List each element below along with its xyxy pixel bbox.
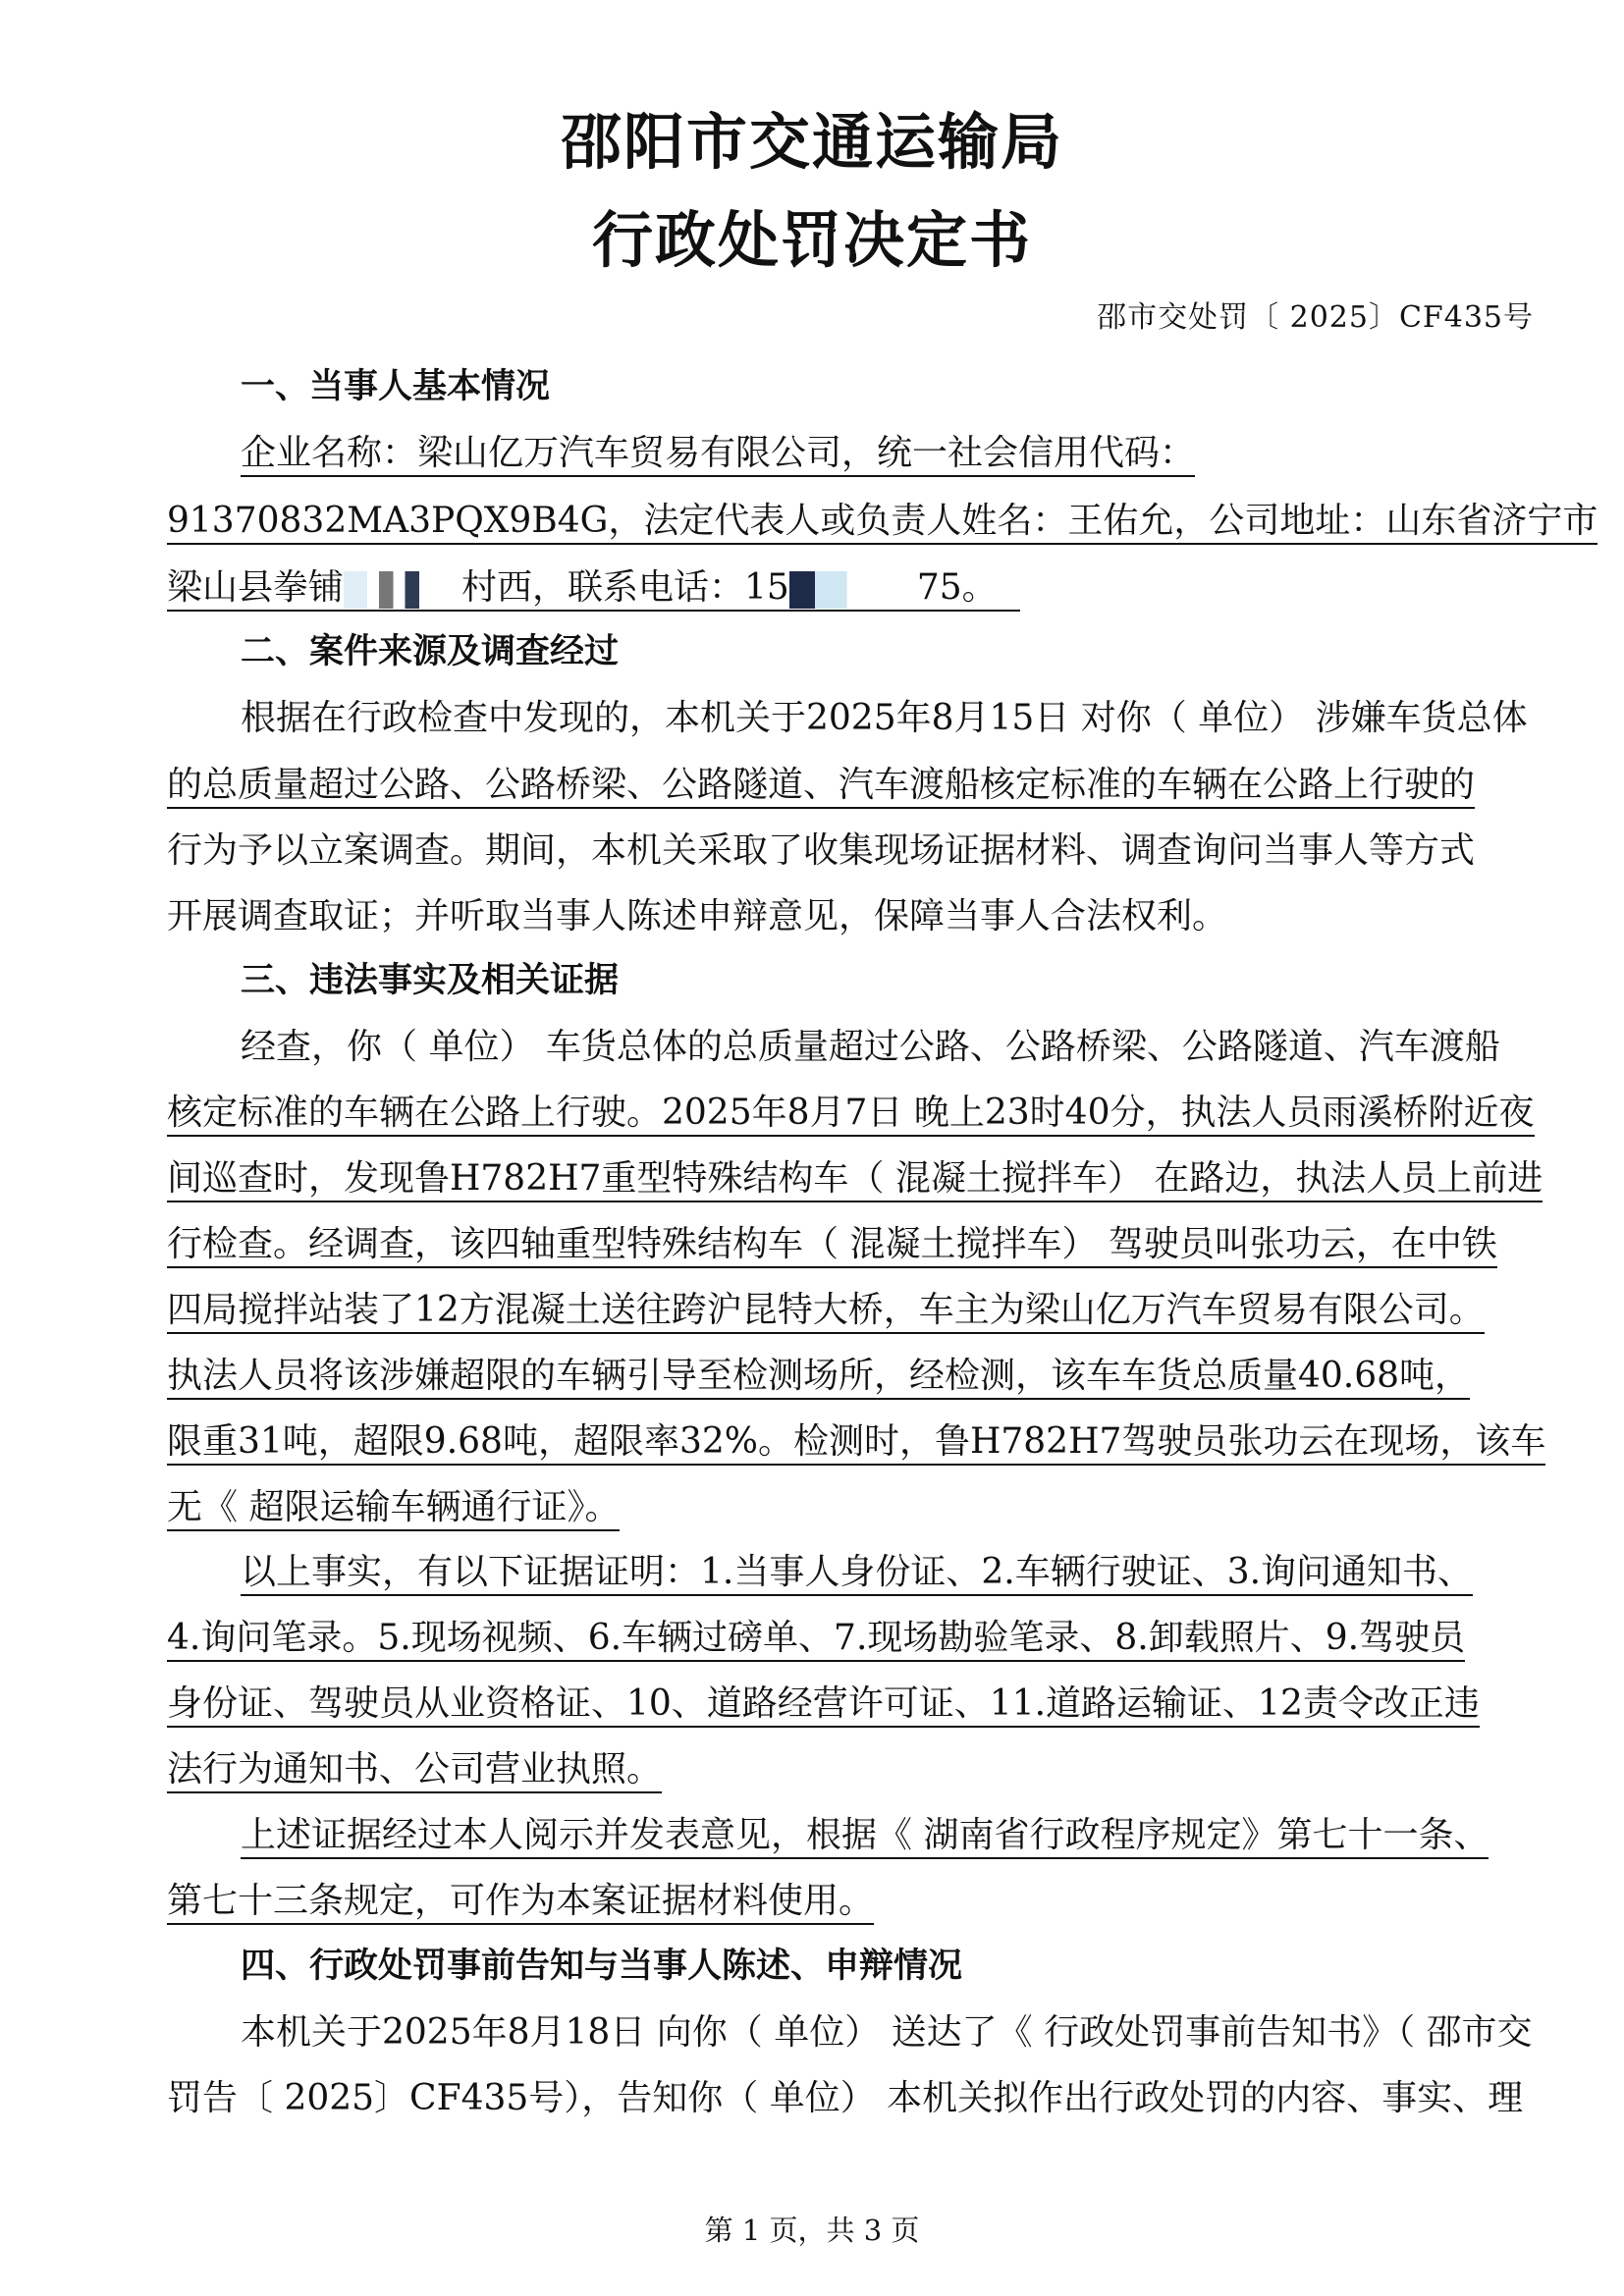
notice-line-2: 罚告〔 2025〕CF435号），告知你（ 单位） 本机关拟作出行政处罚的内容、事实、理 bbox=[167, 2078, 1524, 2118]
document-title: 行政处罚决定书 bbox=[591, 204, 1032, 276]
party-line-3: 梁山县拳铺 村西，联系电话：15 75。 bbox=[167, 564, 1542, 612]
source-line-3: 行为予以立案调查。期间，本机关采取了收集现场证据材料、调查询问当事人等方式 bbox=[167, 830, 1476, 871]
evidence-basis-line-1: 上述证据经过本人阅示并发表意见，根据《 湖南省行政程序规定》第七十一条、 bbox=[241, 1812, 1615, 1859]
evidence-basis-line-2: 第七十三条规定，可作为本案证据材料使用。 bbox=[167, 1878, 1542, 1925]
redaction-block bbox=[789, 571, 917, 609]
facts-line-8: 无《 超限运输车辆通行证》。 bbox=[167, 1484, 1542, 1531]
party-line-1: 企业名称：梁山亿万汽车贸易有限公司，统一社会信用代码： bbox=[241, 430, 1615, 477]
page-footer: 第 1 页，共 3 页 bbox=[704, 2214, 920, 2247]
section3-heading: 三、违法事实及相关证据 bbox=[241, 961, 620, 1000]
evidence-line-4: 法行为通知书、公司营业执照。 bbox=[167, 1746, 1542, 1793]
facts-line-6: 执法人员将该涉嫌超限的车辆引导至检测场所，经检测，该车车货总质量40.68吨， bbox=[167, 1353, 1542, 1400]
redaction-block bbox=[344, 571, 461, 609]
source-line-1: 根据在行政检查中发现的，本机关于2025年8月15日 对你（ 单位） 涉嫌车货总体 bbox=[241, 698, 1528, 738]
facts-line-4: 行检查。经调查，该四轴重型特殊结构车（ 混凝土搅拌车） 驾驶员叫张功云，在中铁 bbox=[167, 1221, 1542, 1268]
facts-line-1: 经查，你（ 单位） 车货总体的总质量超过公路、公路桥梁、公路隧道、汽车渡船 bbox=[241, 1027, 1500, 1067]
facts-line-7: 限重31吨，超限9.68吨，超限率32%。检测时，鲁H782H7驾驶员张功云在现场，该车 bbox=[167, 1418, 1542, 1466]
evidence-line-2: 4.询问笔录。5.现场视频、6.车辆过磅单、7.现场勘验笔录、8.卸载照片、9.驾驶员 bbox=[167, 1615, 1542, 1662]
facts-line-2: 核定标准的车辆在公路上行驶。2025年8月7日 晚上23时40分，执法人员雨溪桥附近夜 bbox=[167, 1090, 1542, 1137]
document-number: 邵市交处罚〔 2025〕CF435号 bbox=[1097, 300, 1534, 335]
evidence-line-1: 以上事实，有以下证据证明：1.当事人身份证、2.车辆行驶证、3.询问通知书、 bbox=[241, 1549, 1615, 1596]
party-line-2: 91370832MA3PQX9B4G，法定代表人或负责人姓名：王佑允，公司地址：山东省济宁市 bbox=[167, 498, 1542, 545]
section1-heading: 一、当事人基本情况 bbox=[241, 367, 551, 406]
section4-heading: 四、行政处罚事前告知与当事人陈述、申辩情况 bbox=[241, 1947, 963, 1986]
notice-line-1: 本机关于2025年8月18日 向你（ 单位） 送达了《 行政处罚事前告知书》（ 邵市交 bbox=[241, 2012, 1533, 2053]
source-line-2: 的总质量超过公路、公路桥梁、公路隧道、汽车渡船核定标准的车辆在公路上行驶的 bbox=[167, 762, 1542, 809]
facts-line-3: 间巡查时，发现鲁H782H7重型特殊结构车（ 混凝土搅拌车） 在路边，执法人员上前进 bbox=[167, 1155, 1542, 1202]
evidence-line-3: 身份证、驾驶员从业资格证、10、道路经营许可证、11.道路运输证、12责令改正违 bbox=[167, 1681, 1542, 1728]
section2-heading: 二、案件来源及调查经过 bbox=[241, 632, 620, 671]
facts-line-5: 四局搅拌站装了12方混凝土送往跨沪昆特大桥，车主为梁山亿万汽车贸易有限公司。 bbox=[167, 1287, 1542, 1334]
source-line-4: 开展调查取证；并听取当事人陈述申辩意见，保障当事人合法权利。 bbox=[167, 896, 1228, 936]
authority-title: 邵阳市交通运输局 bbox=[560, 106, 1063, 178]
